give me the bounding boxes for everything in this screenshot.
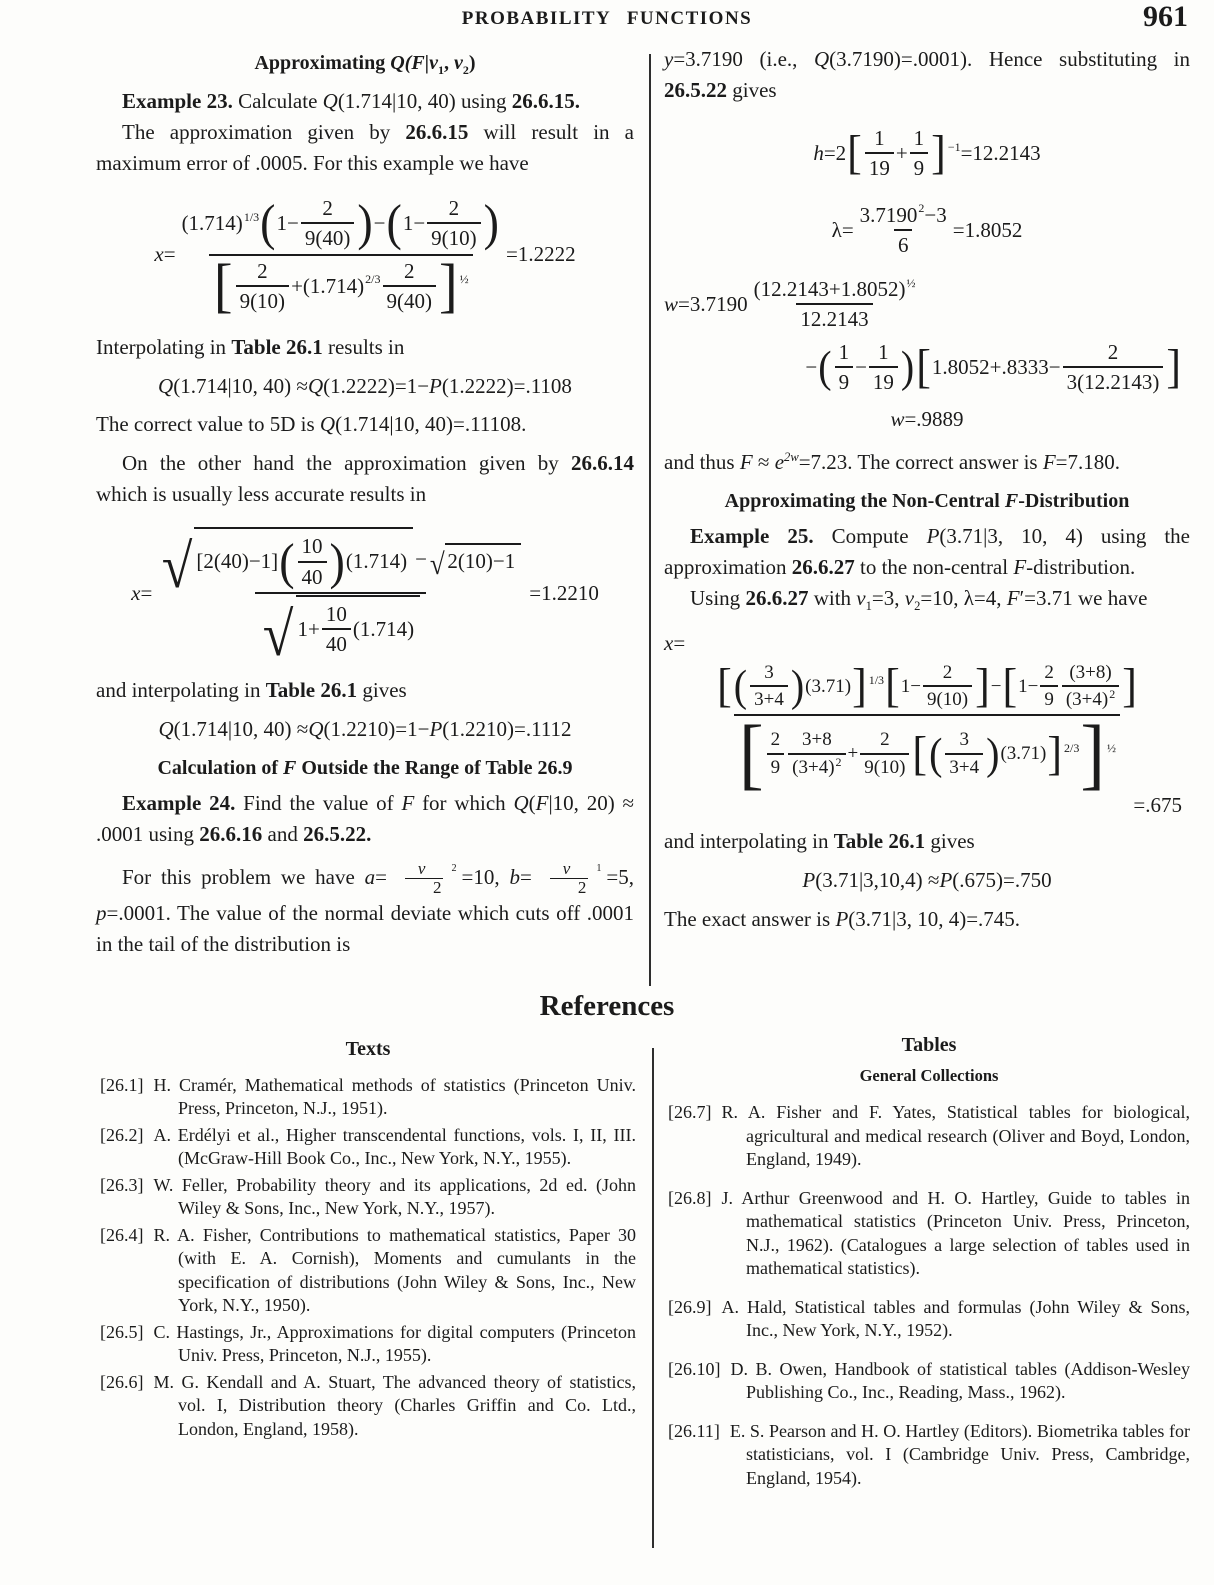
math-segment: (1.714) (352, 616, 415, 641)
reference-text: M. G. Kendall and A. Stuart, The advanced theory of statistics, vol. I, Distribution theory (Charles Griffin and Co. Ltd., London, England, 1958). (153, 1371, 636, 1439)
display-formula-x-1-2222 (96, 193, 634, 320)
big-bracket: ] (1080, 709, 1105, 799)
reference-label: [26.4] (100, 1224, 144, 1245)
paragraph-using-26627: Using 26.6.27 with $\nu_1=3$, $\nu_2=10$, λ=4, F′=3.71 we have (690, 586, 1148, 614)
display-formula-w-part1 (664, 275, 1190, 334)
display-formula-w-part2 (664, 338, 1190, 397)
math-segment: + (847, 743, 859, 765)
math-segment: − (373, 211, 386, 236)
math-segment: ν (562, 858, 571, 878)
fraction (1062, 660, 1119, 714)
reference-text: H. Cramér, Mathematical methods of statistics (Princeton Univ. Press, Princeton, N.J., 1951). (153, 1074, 636, 1118)
fraction (910, 124, 929, 183)
big-bracket: ] (1166, 339, 1181, 393)
math-segment: 9 (1040, 685, 1058, 713)
fraction (788, 727, 845, 781)
math-segment: ν (417, 858, 426, 878)
inline-fraction (390, 860, 459, 898)
math-segment: (3+4) (1065, 689, 1109, 711)
reference-label: [26.1] (100, 1074, 144, 1095)
math-segment: x (131, 580, 141, 605)
paragraph-interpolating-2: and interpolating in Table 26.1 gives (96, 678, 407, 703)
fraction (767, 727, 785, 781)
big-paren: ) (986, 728, 1000, 779)
big-bracket: ] (1047, 727, 1062, 781)
big-paren: ( (929, 728, 943, 779)
reference-entry (668, 1296, 1190, 1343)
square-root (160, 527, 413, 602)
reference-text: E. S. Pearson and H. O. Hartley (Editors). Biometrika tables for statisticians, vol. I (Cambridge Univ. Press, Cambridge, England, 1954). (729, 1420, 1190, 1488)
fraction (923, 660, 972, 714)
text-run: For this problem we have a= (122, 864, 387, 889)
math-segment: 10 (325, 601, 347, 626)
math-segment: = (163, 242, 176, 267)
math-segment: 1+ (297, 616, 320, 641)
big-bracket: [ (717, 659, 732, 713)
reference-entry (100, 1074, 636, 1121)
math-segment: 1− (402, 211, 426, 236)
exponent: 2 (918, 201, 925, 216)
paragraph-for-this-problem (96, 860, 634, 960)
running-head: PROBABILITY FUNCTIONS (461, 8, 753, 29)
paragraph-example-24: Example 24. Find the value of F for which Q(F|10, 20) ≈ .0001 using 26.6.16 and 26.5.22. (96, 790, 634, 846)
big-paren: ) (329, 532, 345, 589)
reference-text: J. Arthur Greenwood and H. O. Hartley, Guide to tables in mathematical statistics (Princeton Univ. Press, Princeton, N.J., 1962). (Catalogues a large selection of tables used in mathematical statistics). (721, 1187, 1190, 1278)
reference-entry (100, 1174, 636, 1221)
texts-heading: Texts (345, 1038, 391, 1060)
math-segment: 40 (322, 628, 351, 658)
math-segment: (3.71) (1000, 743, 1047, 765)
exponent: 1/3 (243, 209, 260, 224)
math-segment: (1.714) (181, 211, 243, 236)
reference-text: D. B. Owen, Handbook of statistical tables (Addison-Wesley Publishing Co., Inc., Reading, Mass., 1962). (730, 1358, 1190, 1402)
reference-label: [26.9] (668, 1296, 712, 1317)
math-segment: 2 (322, 196, 333, 220)
fraction (860, 727, 909, 781)
reference-entry (100, 1124, 636, 1171)
big-paren: ) (357, 194, 373, 251)
math-segment: −3 (924, 202, 947, 227)
right-column (664, 44, 1190, 935)
math-segment: (3+8) (1069, 661, 1112, 683)
big-bracket: [ (739, 709, 764, 799)
left-column (96, 46, 634, 960)
reference-entry (100, 1371, 636, 1442)
math-segment: − (415, 546, 427, 571)
reference-text: C. Hastings, Jr., Approximations for digital computers (Princeton Univ. Press, Princeton, N.J., 1955). (153, 1321, 636, 1365)
math-segment: (3.71) (805, 675, 852, 697)
fraction (1040, 660, 1058, 714)
math-segment: 1− (276, 211, 299, 236)
paragraph-example-23: Example 23. Calculate Q(1.714|10, 40) using 26.6.15. (122, 89, 581, 113)
math-segment: − (805, 354, 818, 379)
math-segment: 9(40) (301, 222, 355, 252)
reference-text: W. Feller, Probability theory and its applications, 2d ed. (John Wiley & Sons, Inc., New York, N.Y., 1957). (153, 1174, 636, 1218)
general-collections-heading: General Collections (859, 1065, 999, 1085)
display-line-w-9889: w =.9889 (890, 407, 964, 431)
math-segment: 3+4 (945, 753, 983, 781)
math-segment: 1 (878, 339, 889, 364)
text-run: =10, b= (461, 864, 532, 889)
references-heading: References (539, 990, 675, 1022)
math-segment: 1.8052+.8333− (931, 354, 1061, 379)
math-segment: 10 (301, 534, 323, 559)
math-segment: 9(10) (923, 685, 972, 713)
math-segment: 2 (880, 729, 890, 751)
math-segment: + (895, 141, 908, 166)
fraction (712, 659, 1142, 799)
fraction (298, 532, 327, 591)
big-paren: ) (483, 194, 499, 251)
display-x-equals: x = (664, 631, 686, 656)
display-formula-x-1-2210 (96, 526, 634, 669)
reference-entry (668, 1358, 1190, 1405)
math-segment: 9 (835, 366, 854, 396)
math-segment: 9(10) (236, 285, 290, 315)
math-segment: 9 (767, 753, 785, 781)
math-segment: 2 (1044, 661, 1054, 683)
math-segment: 2(10)−1 (447, 549, 516, 574)
math-segment: 3 (764, 661, 774, 683)
display-line-q-1112: Q (1.714|10, 40) ≈ Q (1.2210)=1− P (1.2210)=.1112 (158, 717, 572, 742)
square-root (261, 595, 420, 669)
reference-label: [26.6] (100, 1371, 144, 1392)
math-segment: λ= (831, 217, 854, 242)
subscript: 2 (451, 863, 457, 875)
reference-entry (668, 1420, 1190, 1491)
math-segment: 19 (865, 152, 894, 182)
paragraph-example-25: Example 25. Compute P(3.71|3, 10, 4) using the approximation 26.6.27 to the non-central F-distribution. (664, 524, 1191, 580)
big-bracket: [ (916, 339, 931, 393)
math-segment: 2 (550, 878, 589, 898)
exponent: −1 (947, 139, 961, 154)
math-segment: − (990, 675, 1002, 697)
math-segment: (12.2143+1.8052) (753, 277, 906, 301)
page-number: 961 (1143, 0, 1188, 33)
math-segment: =3.7190 (678, 292, 748, 317)
big-bracket: [ (885, 659, 900, 713)
math-segment: +(1.714) (291, 273, 365, 298)
math-segment: 2 (405, 878, 444, 898)
exponent: 2/3 (1064, 740, 1080, 755)
section-heading-calculation-f: Calculation of F Outside the Range of Table 26.9 (157, 756, 573, 779)
display-line-p-750: P (3.71|3,10,4) ≈ P (.675)=.750 (802, 868, 1052, 893)
references-texts-column (100, 1038, 636, 1444)
big-bracket: [ (912, 727, 928, 781)
big-paren: ( (733, 661, 748, 711)
reference-entry (100, 1321, 636, 1368)
display-line-q-1108: Q (1.714|10, 40) ≈ Q (1.2222)=1− P (1.2222)=.1108 (158, 374, 572, 398)
big-bracket: [ (847, 126, 862, 180)
math-segment: (3+4) (792, 757, 835, 779)
references-tables-column (668, 1034, 1190, 1505)
exponent: 1/3 (868, 672, 885, 687)
tables-heading: Tables (901, 1034, 957, 1056)
math-segment: =12.2143 (960, 141, 1041, 166)
reference-label: [26.7] (668, 1102, 712, 1122)
reference-label: [26.10] (668, 1358, 721, 1379)
math-segment: 9(10) (427, 222, 481, 252)
math-segment: 3(12.2143) (1063, 366, 1164, 396)
math-segment: 1 (874, 126, 885, 150)
big-bracket: ] (439, 252, 458, 320)
math-segment: 2 (770, 729, 781, 751)
display-formula-noncentral (664, 659, 1190, 799)
exponent: ½ (1107, 740, 1116, 755)
big-paren: ) (790, 661, 805, 711)
math-segment: =.675 (1133, 793, 1182, 818)
square-root (429, 543, 521, 582)
big-bracket: ] (852, 659, 867, 713)
fraction (236, 257, 290, 316)
big-paren: ( (386, 194, 402, 251)
big-paren: ) (900, 341, 915, 391)
references-divider (652, 1048, 654, 1548)
big-paren: ( (818, 341, 832, 391)
exponent: 2 (1109, 686, 1116, 701)
reference-label: [26.8] (668, 1187, 712, 1208)
math-segment: 2 (1107, 339, 1119, 364)
math-segment: h (813, 141, 824, 166)
math-segment: 3+4 (750, 685, 788, 713)
math-segment: 3.7190 (859, 202, 918, 227)
paragraph-correct-value: The correct value to 5D is Q(1.714|10, 40)=.11108. (96, 412, 527, 437)
reference-text: R. A. Fisher, Contributions to mathematical statistics, Paper 30 (with E. A. Cornish), Moments and cumulants in the specification of distributions (John Wiley & Sons, Inc., New York, N.Y., 1950). (153, 1224, 636, 1315)
fraction (322, 600, 351, 659)
big-paren: ( (260, 194, 276, 251)
radical-sign: √ (263, 600, 294, 669)
paragraph-y-value: y=3.7190 (i.e., Q(3.7190)=.0001). Hence substituting in 26.5.22 gives (664, 47, 1190, 102)
math-segment: 1 (913, 126, 925, 150)
math-segment: 2 (404, 258, 415, 283)
math-segment: 6 (894, 229, 913, 259)
math-segment: 2 (942, 661, 953, 683)
math-segment: 9 (910, 152, 929, 182)
paragraph-thus-f: and thus $F \approx e^{2w}=7.23$. The correct answer is F=7.180. (664, 450, 1121, 475)
fraction (427, 194, 481, 253)
math-segment: =2 (823, 141, 847, 166)
reference-text: A. Erdélyi et al., Higher transcendental functions, vols. I, II, III. (McGraw-Hill Book Co., Inc., New York, N.Y., 1955). (153, 1124, 636, 1168)
display-formula-lambda (664, 201, 1190, 260)
big-paren: ( (279, 532, 295, 589)
fraction (945, 727, 983, 781)
math-segment: 2 (257, 258, 268, 283)
math-segment: 3 (959, 729, 969, 751)
radical-sign: √ (429, 548, 445, 582)
math-segment: 19 (869, 366, 898, 396)
big-bracket: [ (1002, 659, 1018, 713)
paragraph-exact-answer: The exact answer is P(3.71|3, 10, 4)=.745. (664, 906, 1021, 931)
math-segment: 2 (448, 196, 460, 220)
math-segment: − (855, 354, 867, 379)
fraction (383, 257, 437, 316)
reference-entry (668, 1187, 1190, 1281)
math-segment: 3+8 (801, 729, 832, 751)
math-segment: 9(40) (383, 285, 437, 315)
reference-label: [26.3] (100, 1174, 144, 1195)
exponent: ½ (459, 272, 469, 287)
reference-entry (100, 1224, 636, 1318)
paragraph-approximation-error: The approximation given by 26.6.15 will result in a maximum error of .0005. For this example we have (96, 120, 635, 175)
math-segment: =1.2222 (506, 242, 576, 267)
big-bracket: ] (1122, 659, 1137, 713)
math-segment: =1.8052 (952, 217, 1023, 242)
section-heading-approximating-q: Approximating $Q(F|\nu_1$, $\nu_2$) (254, 52, 476, 77)
fraction (856, 201, 951, 260)
exponent: 2/3 (365, 272, 381, 287)
section-heading-non-central-f: Approximating the Non-Central F-Distribution (724, 490, 1130, 513)
exponent: 2 (835, 754, 842, 769)
math-segment: 1 (838, 339, 850, 364)
math-segment: 9(10) (860, 753, 909, 781)
math-segment: x (154, 242, 164, 267)
paragraph-interpolating: Interpolating in Table 26.1 results in (96, 335, 405, 359)
big-bracket: [ (213, 252, 233, 320)
fraction (178, 193, 504, 320)
fraction (154, 526, 527, 669)
fraction (750, 660, 788, 714)
reference-label: [26.5] (100, 1321, 144, 1342)
math-segment: 12.2143 (796, 303, 872, 333)
reference-text: A. Hald, Statistical tables and formulas (John Wiley & Sons, Inc., New York, N.Y., 1952). (721, 1296, 1190, 1340)
math-segment: = (140, 580, 153, 605)
reference-label: [26.11] (668, 1420, 720, 1441)
math-segment: [2(40)−1] (196, 549, 279, 574)
reference-label: [26.2] (100, 1124, 144, 1145)
paragraph-interpolating-3: and interpolating in Table 26.1 gives (664, 829, 975, 854)
fraction (865, 124, 894, 183)
big-bracket: ] (975, 659, 990, 713)
exponent: ½ (906, 275, 916, 290)
fraction (301, 194, 355, 253)
reference-text: R. A. Fisher and F. Yates, Statistical tables for biological, agricultural and medical research (Oliver and Boyd, London, England, 1949). (721, 1102, 1190, 1169)
text-run: =5, p=.0001. The value of the normal deviate which cuts off .0001 in the tail of the distribution is (96, 864, 635, 956)
display-formula-h (664, 124, 1190, 183)
math-segment: 1− (900, 675, 921, 697)
paragraph-other-hand: On the other hand the approximation given by 26.6.14 which is usually less accurate results in (96, 451, 634, 507)
fraction (835, 338, 854, 397)
math-segment: 1− (1018, 675, 1039, 697)
reference-entry (668, 1101, 1190, 1172)
math-segment: (1.714) (345, 549, 408, 574)
inline-fraction (535, 860, 604, 898)
fraction (869, 338, 898, 397)
radical-sign: √ (162, 533, 193, 602)
column-divider (649, 54, 651, 986)
fraction (750, 275, 920, 334)
math-segment: w (664, 292, 679, 317)
fraction (1063, 338, 1164, 397)
subscript: 1 (596, 863, 602, 875)
math-segment: =1.2210 (529, 580, 599, 605)
big-bracket: ] (931, 126, 946, 180)
math-segment: 40 (298, 561, 327, 591)
